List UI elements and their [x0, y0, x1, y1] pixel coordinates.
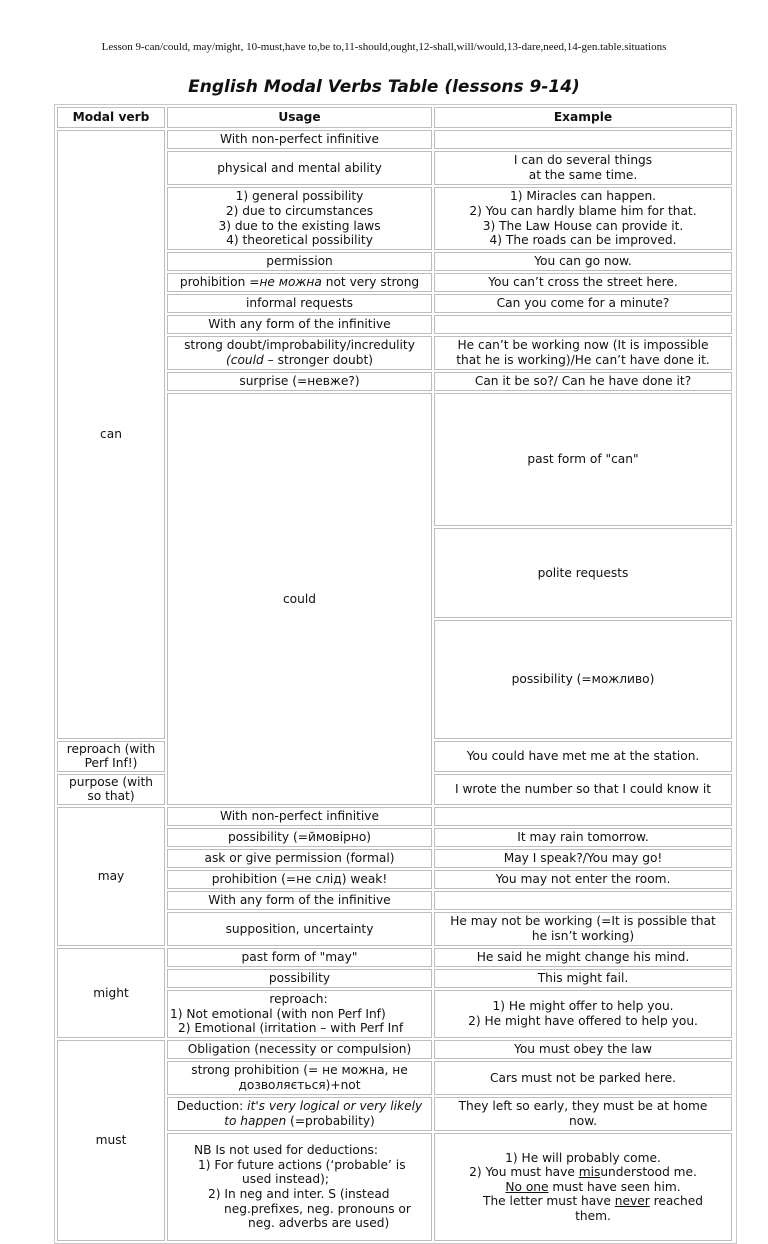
example-text: The letter must have — [483, 1194, 615, 1209]
example-cell: This might fail. — [434, 969, 732, 988]
empty-cell — [434, 891, 732, 910]
usage-text: Deduction: — [176, 1099, 248, 1114]
example-cell — [434, 912, 732, 946]
example-line: They left so early, they must be at home — [458, 1099, 708, 1114]
example-line: 2) He might have offered to help you. — [468, 1014, 698, 1029]
example-cell: You can go now. — [434, 252, 732, 271]
example-line: He can’t be working now (It is impossible — [457, 338, 709, 353]
usage-line: used instead); — [242, 1172, 329, 1187]
section-heading: With non-perfect infinitive — [167, 807, 432, 826]
modal-verbs-table — [54, 104, 737, 1244]
usage-line: NB Is not used for deductions: — [194, 1143, 379, 1158]
example-text: reached — [649, 1194, 703, 1209]
usage-line: 2) In neg and inter. S (instead — [208, 1187, 390, 1202]
example-text-underlined: mis — [578, 1165, 601, 1180]
example-cell: It may rain tomorrow. — [434, 828, 732, 847]
usage-cell: Obligation (necessity or compulsion) — [167, 1040, 432, 1059]
usage-cell: ask or give permission (formal) — [167, 849, 432, 868]
usage-text-italic: не можна — [259, 275, 322, 290]
section-heading: With non-perfect infinitive — [167, 130, 432, 149]
usage-cell — [167, 187, 432, 250]
usage-text-italic: to happen — [224, 1114, 287, 1129]
usage-text: – stronger doubt) — [263, 353, 373, 367]
example-cell — [434, 336, 732, 370]
modal-verb-might: might — [57, 948, 165, 1038]
example-cell: You may not enter the room. — [434, 870, 732, 889]
example-cell — [434, 990, 732, 1038]
usage-line: 3) due to the existing laws — [218, 218, 381, 233]
example-cell: You must obey the law — [434, 1040, 732, 1059]
usage-cell: polite requests — [434, 528, 732, 618]
example-cell — [434, 187, 732, 250]
example-line — [439, 1165, 727, 1180]
usage-line: 1) general possibility — [235, 189, 364, 204]
example-line: them. — [575, 1208, 611, 1223]
usage-cell — [167, 1061, 432, 1095]
section-heading: With any form of the infinitive — [167, 891, 432, 910]
example-text-underlined: No one — [505, 1179, 549, 1194]
example-line: that he is working)/He can’t have done it. — [456, 353, 710, 367]
usage-cell: permission — [167, 252, 432, 271]
example-line: he isn’t working) — [531, 929, 635, 944]
section-heading: With any form of the infinitive — [167, 315, 432, 334]
usage-cell: possibility (=можливо) — [434, 620, 732, 739]
usage-cell — [167, 1097, 432, 1131]
modal-verb-can: can — [57, 130, 165, 739]
example-text: 2) You must have — [469, 1165, 579, 1180]
column-header-example: Example — [434, 107, 732, 128]
empty-cell — [434, 807, 732, 826]
example-line: at the same time. — [528, 168, 638, 182]
example-line: 1) He will probably come. — [505, 1150, 661, 1165]
usage-text: not very strong — [321, 275, 420, 290]
example-text: must have seen him. — [548, 1179, 681, 1194]
column-header-usage: Usage — [167, 107, 432, 128]
table-header-row — [57, 107, 734, 128]
example-text: understood me. — [600, 1165, 697, 1180]
usage-line: 2) due to circumstances — [225, 203, 374, 218]
usage-line: 1) Not emotional (with non Perf Inf) — [170, 1006, 386, 1021]
usage-cell — [167, 336, 432, 370]
usage-cell: purpose (with so that) — [57, 774, 165, 805]
usage-text: (=probability) — [286, 1114, 375, 1129]
example-line: I can do several things — [513, 153, 653, 168]
usage-cell — [167, 273, 432, 292]
example-cell: He said he might change his mind. — [434, 948, 732, 967]
usage-line: neg.prefixes, neg. pronouns or — [224, 1201, 411, 1216]
usage-cell: past form of "can" — [434, 393, 732, 526]
example-line: 2) You can hardly blame him for that. — [469, 203, 697, 218]
usage-cell: informal requests — [167, 294, 432, 313]
example-cell: Cars must not be parked here. — [434, 1061, 732, 1095]
example-cell: You could have met me at the station. — [434, 741, 732, 772]
example-line: 3) The Law House can provide it. — [482, 218, 684, 233]
usage-text: prohibition = — [179, 275, 260, 290]
modal-verb-may: may — [57, 807, 165, 946]
document-title: English Modal Verbs Table (lessons 9-14) — [188, 77, 580, 97]
usage-line: 1) For future actions (‘probable’ is — [198, 1157, 406, 1172]
usage-cell: possibility — [167, 969, 432, 988]
usage-text-italic: (could — [226, 353, 264, 367]
table-row — [57, 130, 734, 149]
usage-line: 4) theoretical possibility — [226, 233, 373, 248]
example-cell — [434, 151, 732, 185]
example-cell — [434, 1133, 732, 1241]
usage-line — [172, 1099, 427, 1114]
usage-text-italic: it's very logical or very likely — [247, 1099, 423, 1114]
usage-line — [172, 1114, 427, 1129]
example-cell: May I speak?/You may go! — [434, 849, 732, 868]
usage-cell: possibility (=ймовірно) — [167, 828, 432, 847]
usage-cell: surprise (=невже?) — [167, 372, 432, 391]
example-line — [439, 1194, 727, 1209]
example-line — [439, 1180, 727, 1195]
usage-line: strong prohibition (= не можна, не — [191, 1063, 408, 1078]
usage-line — [172, 353, 427, 368]
example-line: 4) The roads can be improved. — [489, 233, 677, 248]
empty-cell — [434, 315, 732, 334]
usage-cell — [167, 990, 432, 1038]
usage-cell — [167, 1133, 432, 1241]
usage-line: strong doubt/improbability/incredulity — [184, 338, 415, 353]
page-header: Lesson 9-can/could, may/might, 10-must,have to,be to,11-should,ought,12-shall,will/would,13-dare,need,14-gen.table.situations — [101, 41, 667, 53]
usage-line: reproach: — [269, 992, 328, 1007]
column-header-modal-verb: Modal verb — [57, 107, 165, 128]
modal-verb-must: must — [57, 1040, 165, 1241]
example-text-underlined: never — [614, 1194, 650, 1209]
example-cell: I wrote the number so that I could know it — [434, 774, 732, 805]
modal-verb-could: could — [167, 393, 432, 805]
table-row — [57, 1040, 734, 1059]
usage-cell: physical and mental ability — [167, 151, 432, 185]
example-line: 1) Miracles can happen. — [509, 189, 657, 204]
table-row — [57, 807, 734, 826]
usage-line: дозволяється)+not — [238, 1078, 361, 1093]
usage-cell: supposition, uncertainty — [167, 912, 432, 946]
example-cell: Can it be so?/ Can he have done it? — [434, 372, 732, 391]
example-line: He may not be working (=It is possible that — [450, 914, 716, 929]
example-cell: You can’t cross the street here. — [434, 273, 732, 292]
usage-cell: past form of "may" — [167, 948, 432, 967]
empty-cell — [434, 130, 732, 149]
usage-line: 2) Emotional (irritation – with Perf Inf — [178, 1021, 404, 1036]
usage-line: neg. adverbs are used) — [248, 1216, 390, 1231]
example-cell — [434, 1097, 732, 1131]
usage-cell: reproach (with Perf Inf!) — [57, 741, 165, 772]
table-row — [57, 948, 734, 967]
usage-cell: prohibition (=не слід) weak! — [167, 870, 432, 889]
example-line: 1) He might offer to help you. — [492, 999, 674, 1014]
example-line: now. — [569, 1114, 597, 1129]
example-cell: Can you come for a minute? — [434, 294, 732, 313]
